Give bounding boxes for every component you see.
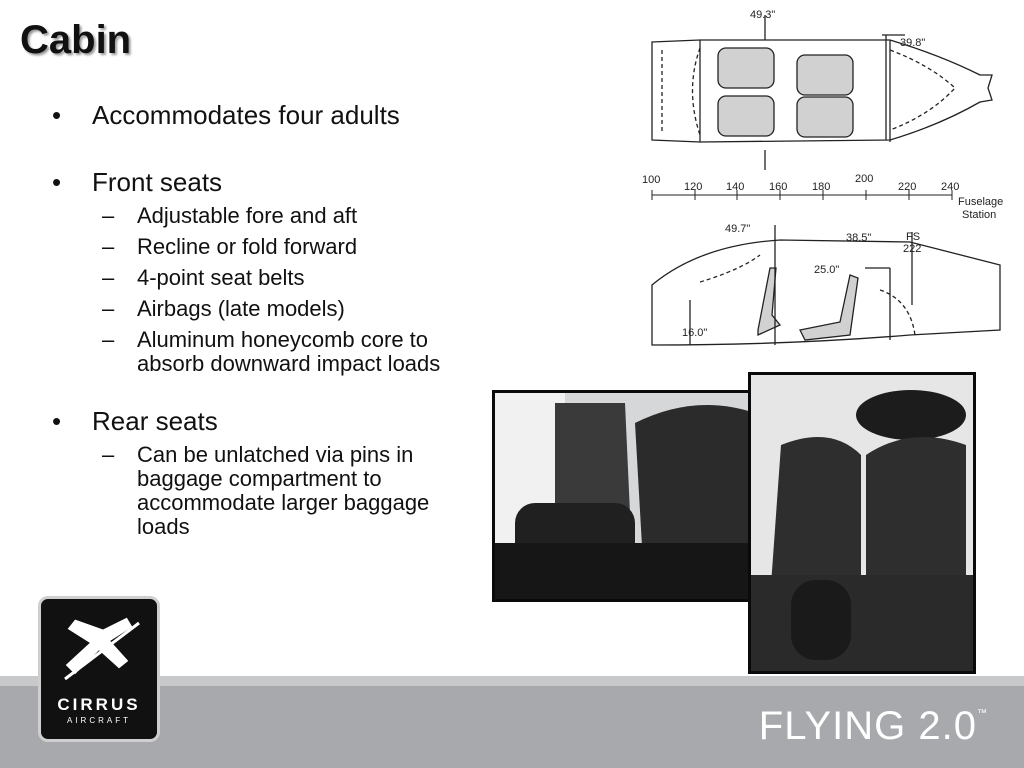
dimension-label: 38.5" — [846, 232, 872, 244]
bullet-dot: • — [52, 167, 62, 197]
bullet-list — [52, 100, 492, 539]
sub-bullet-text: 4-point seat belts — [137, 265, 305, 290]
width-label: 49.3" — [750, 9, 776, 21]
sub-bullet-text: Aluminum honeycomb core to absorb downward impact loads — [137, 327, 441, 376]
tick-label: 220 — [898, 181, 917, 193]
sub-bullet-item: – Can be unlatched via pins in baggage compartment to accommodate larger baggage loads — [102, 442, 430, 539]
tick-label: 240 — [941, 181, 960, 193]
sub-bullet-text: Adjustable fore and aft — [137, 203, 358, 228]
tick-label: 180 — [812, 181, 831, 193]
bullet-dot: • — [52, 406, 62, 436]
rear-seats-photo — [748, 372, 976, 674]
bullet-text: Front seats — [92, 167, 223, 197]
tick-label: 140 — [726, 181, 745, 193]
rear-seats-illustration — [751, 375, 973, 671]
sub-bullet-text: Can be unlatched via pins in baggage compartment to accommodate larger baggage loads — [137, 442, 430, 539]
bullet-item — [52, 100, 492, 130]
dimension-label: 222 — [903, 243, 922, 255]
dimension-label: 16.0" — [682, 327, 708, 339]
tick-label: 160 — [769, 181, 788, 193]
trademark-symbol: ™ — [977, 708, 988, 719]
logo-subtitle: AIRCRAFT — [67, 716, 131, 725]
sub-bullet-item: – Aluminum honeycomb core to absorb downward impact loads — [102, 327, 441, 376]
footer-brand-text: FLYING 2.0™ — [758, 704, 988, 748]
cirrus-logo — [38, 596, 160, 742]
dimension-label: 25.0" — [814, 264, 840, 276]
sub-bullet-item: – 4-point seat belts — [102, 265, 305, 290]
sub-bullet-item: – Adjustable fore and aft — [102, 203, 358, 228]
bullet-text: Rear seats — [92, 406, 218, 436]
bullet-item — [52, 406, 492, 436]
dimension-label: FS — [906, 231, 921, 243]
scale-caption: Station — [962, 209, 997, 221]
propeller-logo-icon — [41, 599, 157, 699]
sub-bullet-item: – Recline or fold forward — [102, 234, 358, 259]
sub-bullet-text: Recline or fold forward — [137, 234, 358, 259]
slide-title: Cabin — [20, 18, 132, 62]
cabin-dimension-diagram — [640, 0, 1024, 370]
bullet-item — [52, 167, 492, 197]
bullet-dot: • — [52, 100, 62, 130]
front-seats-illustration — [495, 393, 771, 599]
scale-caption: Fuselage — [958, 196, 1004, 208]
sub-bullet-item: – Airbags (late models) — [102, 296, 345, 321]
front-seats-photo — [492, 390, 774, 602]
top-view-diagram — [652, 15, 992, 170]
dimension-label: 49.7" — [725, 223, 751, 235]
side-width-label: 39.8" — [900, 37, 926, 49]
logo-name: CIRRUS — [57, 695, 141, 714]
bullet-text: Accommodates four adults — [92, 100, 400, 130]
tick-label: 200 — [855, 173, 874, 185]
scale-tick-labels — [642, 173, 959, 193]
tick-label: 120 — [684, 181, 703, 193]
tick-label: 100 — [642, 174, 661, 186]
sub-bullet-text: Airbags (late models) — [137, 296, 345, 321]
